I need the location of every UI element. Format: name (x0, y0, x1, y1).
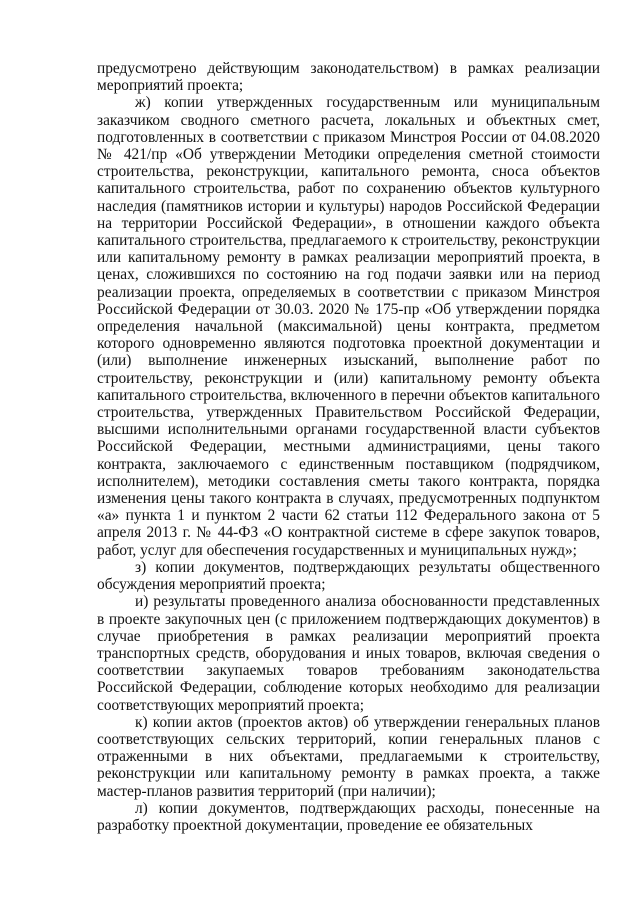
paragraph-item-z: з) копии документов, подтверждающих результаты общественного обсуждения мероприятий проекта; (97, 558, 600, 594)
paragraph-item-zh: ж) копии утвержденных государственным или муниципальным заказчиком сводного сметного расчета, локальных и объектных смет, подготовленных в соответствии с приказом Минстроя России от 04.08.2020 № 421/пр «Об утверждении Методики определения сметной стоимости строительства, реконструкции, капитального ремонта, сноса объектов капитального строительства, работ по сохранению объектов культурного наследия (памятников истории и культуры) народов Российской Федерации на территории Российской Федерации», в отношении каждого объекта капитального строительства, предлагаемого к строительству, реконструкции или капитальному ремонту в рамках реализации мероприятий проекта, в ценах, сложившихся по состоянию на год подачи заявки или на период реализации проекта, определяемых в соответствии с приказом Минстроя Российской Федерации от 30.03. 2020 № 175-пр «Об утверждении порядка определения начальной (максимальной) цены контракта, предметом которого одновременно являются подготовка проектной документации и (или) выполнение инженерных изысканий, выполнение работ по строительству, реконструкции и (или) капитальному ремонту объекта капитального строительства, включенного в перечни объектов капитального строительства, утвержденных Правительством Российской Федерации, высшими исполнительными органами государственной власти субъектов Российской Федерации, местными администрациями, цены такого контракта, заключаемого с единственным поставщиком (подрядчиком, исполнителем), методики составления сметы такого контракта, порядка изменения цены такого контракта в случаях, предусмотренных подпунктом «а» пункта 1 и пунктом 2 части 62 статьи 112 Федерального закона от 5 апреля 2013 г. № 44-ФЗ «О контрактной системе в сфере закупок товаров, работ, услуг для обеспечения государственных и муниципальных нужд»; (97, 94, 600, 559)
paragraph-item-k: к) копии актов (проектов актов) об утверждении генеральных планов соответствующих сельских территорий, копии генеральных планов с отраженными в них объектами, предлагаемыми к строительству, реконструкции или капитальному ремонту в рамках проекта, а также мастер-планов развития территорий (при наличии); (97, 713, 600, 800)
paragraph-item-l: л) копии документов, подтверждающих расходы, понесенные на разработку проектной документации, проведение ее обязательных (97, 799, 600, 834)
document-body (97, 60, 600, 834)
paragraph-item-i: и) результаты проведенного анализа обоснованности представленных в проекте закупочных цен (с приложением подтверждающих документов) в случае приобретения в рамках реализации мероприятий проекта транспортных средств, оборудования и иных товаров, включая сведения о соответствии закупаемых товаров требованиям законодательства Российской Федерации, соблюдение которых необходимо для реализации соответствующих мероприятий проекта; (97, 593, 600, 714)
paragraph-continuation: предусмотрено действующим законодательством) в рамках реализации мероприятий проекта; (97, 60, 600, 95)
